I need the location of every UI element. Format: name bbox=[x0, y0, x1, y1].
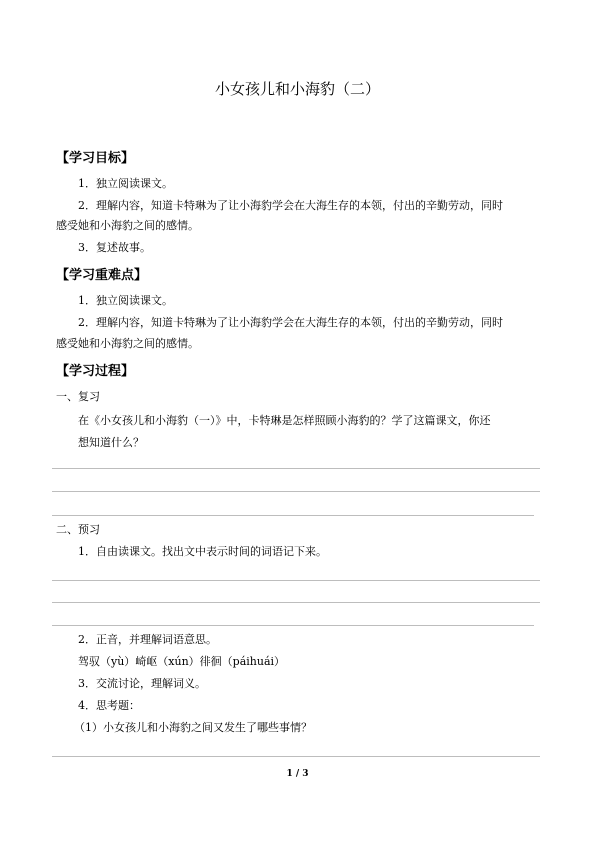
answer-line bbox=[52, 756, 540, 757]
answer-line bbox=[52, 625, 534, 626]
preview-item-2: 2．正音，并理解词语意思。 bbox=[78, 633, 217, 646]
preview-sub-question-1: （1）小女孩儿和小海豹之间又发生了哪些事情？ bbox=[74, 721, 312, 734]
goal-item-1: 1．独立阅读课文。 bbox=[78, 177, 173, 190]
review-question-line-1: 在《小女孩儿和小海豹（一）》中，卡特琳是怎样照顾小海豹的？学了这篇课文，你还 bbox=[78, 414, 491, 427]
keypoint-item-1: 1．独立阅读课文。 bbox=[78, 294, 173, 307]
section-heading-process: 【学习过程】 bbox=[56, 364, 135, 379]
answer-line bbox=[52, 602, 540, 603]
goal-item-3: 3．复述故事。 bbox=[78, 241, 151, 254]
review-question-line-2: 想知道什么？ bbox=[78, 436, 144, 449]
section-heading-keypoints: 【学习重难点】 bbox=[56, 268, 148, 283]
answer-line bbox=[52, 580, 540, 581]
answer-line bbox=[52, 515, 534, 516]
section-heading-goals: 【学习目标】 bbox=[56, 151, 135, 166]
answer-line bbox=[52, 491, 540, 492]
goal-item-2-line-1: 2．理解内容，知道卡特琳为了让小海豹学会在大海生存的本领，付出的辛勤劳动，同时 bbox=[78, 199, 503, 212]
preview-item-3: 3．交流讨论，理解词义。 bbox=[78, 677, 206, 690]
preview-heading: 二、预习 bbox=[56, 523, 100, 536]
preview-item-4: 4．思考题： bbox=[78, 699, 140, 712]
keypoint-item-2-line-1: 2．理解内容，知道卡特琳为了让小海豹学会在大海生存的本领，付出的辛勤劳动，同时 bbox=[78, 316, 503, 329]
page-title: 小女孩儿和小海豹（二） bbox=[214, 80, 380, 98]
review-heading: 一、复习 bbox=[56, 390, 100, 403]
answer-line bbox=[52, 468, 540, 469]
page-number: 1 / 3 bbox=[286, 769, 309, 779]
keypoint-item-2-line-2: 感受她和小海豹之间的感情。 bbox=[56, 337, 199, 350]
goal-item-2-line-2: 感受她和小海豹之间的感情。 bbox=[56, 219, 199, 232]
preview-item-1: 1．自由读课文。找出文中表示时间的词语记下来。 bbox=[78, 545, 327, 558]
preview-words: 驾驭（yù）崎岖（xún）徘徊（páihuái） bbox=[78, 655, 286, 668]
